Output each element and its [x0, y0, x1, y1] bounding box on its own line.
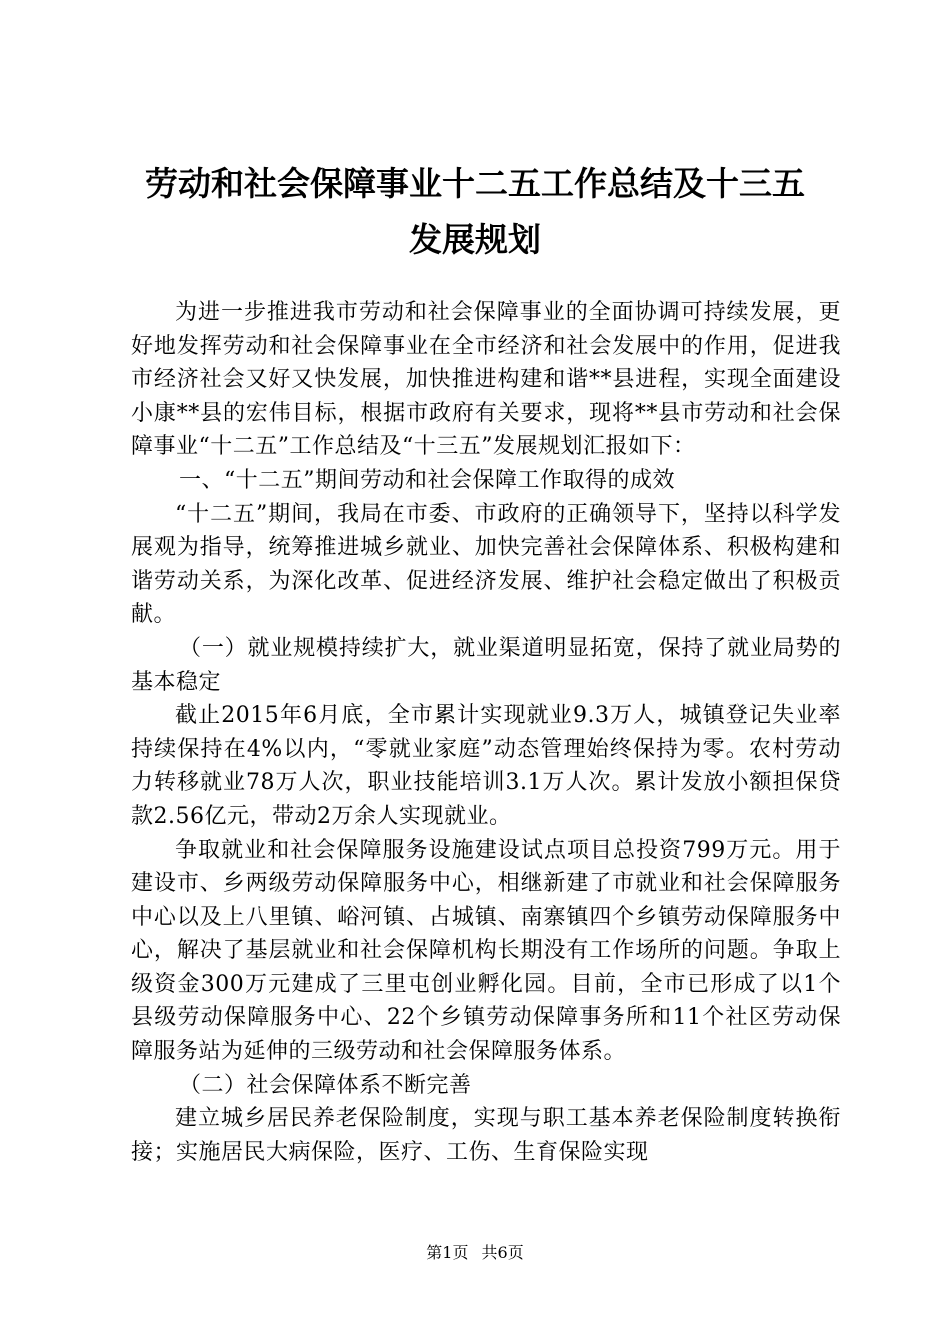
body-paragraph: 截止2015年6月底，全市累计实现就业9.3万人，城镇登记失业率持续保持在4%以内，“零就业家庭”动态管理始终保持为零。农村劳动力转移就业78万人次，职业技能培训3.1万人次。累计发放小额担保贷款2.56亿元，带动2万余人实现就业。 [131, 703, 841, 829]
body-paragraph: 建立城乡居民养老保险制度，实现与职工基本养老保险制度转换衔接；实施居民大病保险，医疗、工伤、生育保险实现 [131, 1106, 841, 1165]
page-number: 第1页 [426, 1243, 469, 1262]
document-title-line-1: 劳动和社会保障事业十二五工作总结及十三五 [145, 164, 805, 203]
body-paragraph: “十二五”期间，我局在市委、市政府的正确领导下，坚持以科学发展观为指导，统筹推进城乡就业、加快完善社会保障体系、积极构建和谐劳动关系，为深化改革、促进经济发展、维护社会稳定做出了积极贡献。 [131, 501, 841, 628]
subsection-heading-1: （一）就业规模持续扩大，就业渠道明显拓宽，保持了就业局势的基本稳定 [131, 635, 841, 695]
body-paragraph: 争取就业和社会保障服务设施建设试点项目总投资799万元。用于建设市、乡两级劳动保障服务中心，相继新建了市就业和社会保障服务中心以及上八里镇、峪河镇、占城镇、南寨镇四个乡镇劳动保障服务中心，解决了基层就业和社会保障机构长期没有工作场所的问题。争取上级资金300万元建成了三里屯创业孵化园。目前，全市已形成了以1个县级劳动保障服务中心、22个乡镇劳动保障事务所和11个社区劳动保障服务站为延伸的三级劳动和社会保障服务体系。 [131, 837, 841, 1065]
document-title-line-2: 发展规划 [409, 220, 541, 259]
section-heading-1: 一、“十二五”期间劳动和社会保障工作取得的成效 [179, 467, 675, 493]
document-body [131, 296, 841, 1169]
intro-paragraph: 为进一步推进我市劳动和社会保障事业的全面协调可持续发展，更好地发挥劳动和社会保障事业在全市经济和社会发展中的作用，促进我市经济社会又好又快发展，加快推进构建和谐**县进程，实现全面建设小康**县的宏伟目标，根据市政府有关要求，现将**县市劳动和社会保障事业“十二五”工作总结及“十三五”发展规划汇报如下： [131, 300, 841, 460]
subsection-heading-2: （二）社会保障体系不断完善 [179, 1072, 472, 1098]
page-total: 共6页 [481, 1243, 524, 1262]
page-footer [0, 1243, 950, 1263]
